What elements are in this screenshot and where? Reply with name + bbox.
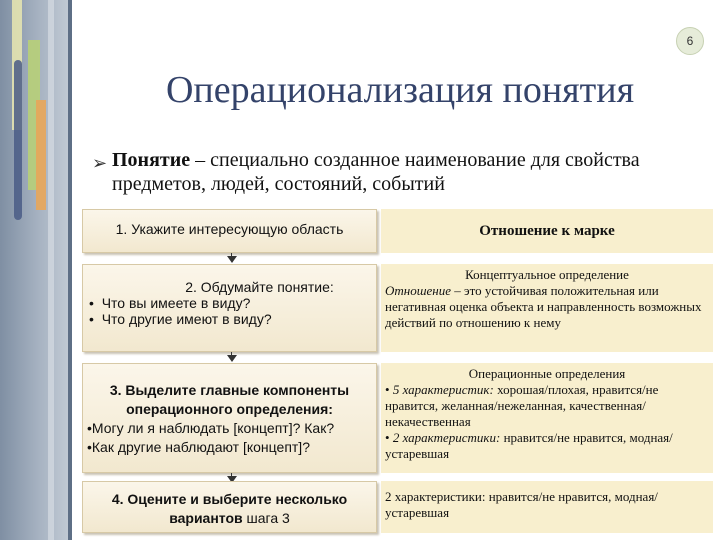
sidebar-edge — [68, 0, 72, 540]
step-2-item-text: Что другие имеют в виду? — [101, 311, 272, 327]
bullet-dot-icon: • — [89, 295, 102, 311]
step-2-item-text: Что вы имеете в виду? — [101, 295, 251, 311]
step-2-heading: 2. Обдумайте понятие: — [185, 279, 334, 295]
step-3-heading-line1: 3. Выделите главные компоненты — [109, 382, 350, 398]
selected-label: 2 характеристики — [385, 489, 482, 504]
selected-characteristics-box — [381, 481, 713, 533]
concept-definition-text: – специально созданное наименование для свойства предметов, людей, состояний, событий — [112, 149, 640, 195]
step-2-item — [89, 311, 370, 327]
bullet-dot-icon: • — [385, 430, 393, 445]
step-2-box — [82, 264, 377, 352]
arrow-bullet-icon: ➢ — [92, 153, 108, 174]
step-4-box — [82, 481, 377, 533]
concept-term: Понятие — [112, 149, 191, 171]
step-2-item — [89, 295, 370, 311]
conceptual-text — [385, 283, 709, 331]
step-4-line2-rest: шага 3 — [242, 510, 290, 526]
step-4-line2 — [83, 509, 376, 528]
step-4-line2-bold: вариантов — [169, 510, 243, 526]
step-1-box — [82, 209, 377, 253]
operational-item-text: хорошая/плохая, нравится/не нравится, желанная/нежеланная, качественная/некачественная — [385, 382, 659, 429]
step-3-box — [82, 363, 377, 473]
page-number: 6 — [676, 27, 704, 55]
sidebar-stripe-light — [48, 0, 54, 540]
conceptual-definition-box — [381, 264, 713, 352]
example-header-text: Отношение к марке — [479, 223, 615, 239]
step-3-item: •Могу ли я наблюдать [концепт]? Как? — [87, 420, 335, 436]
step-3-item: •Как другие наблюдают [концепт]? — [87, 439, 310, 455]
arrow-head-1-2 — [227, 256, 237, 263]
operational-definitions-box — [381, 363, 713, 473]
example-header — [381, 209, 713, 253]
conceptual-body: – это устойчивая положительная или негативная оценка объекта и направленность возможных действий по отношению к нему — [385, 283, 702, 330]
bullet-dot-icon: • — [385, 382, 393, 397]
selected-text: : нравится/не нравится, модная/устаревшая — [385, 489, 658, 520]
operational-item — [385, 382, 709, 430]
conceptual-term: Отношение — [385, 283, 452, 298]
step-1-text: 1. Укажите интересующую область — [115, 221, 344, 237]
step-3-heading-line2: операционного определения: — [126, 401, 333, 417]
sidebar-stripe-blue — [14, 60, 22, 220]
arrow-head-2-3 — [227, 355, 237, 362]
conceptual-title: Концептуальное определение — [465, 267, 629, 282]
operational-title: Операционные определения — [468, 366, 626, 381]
concept-definition — [112, 148, 702, 196]
operational-item-text: нравится/не нравится, модная/устаревшая — [385, 430, 673, 461]
operational-item-label: 2 характеристики: — [392, 430, 501, 445]
bullet-dot-icon: • — [89, 311, 102, 327]
operational-item-label: 5 характеристик: — [392, 382, 494, 397]
step-4-line1: 4. Оцените и выберите несколько — [111, 491, 348, 507]
slide-title: Операционализация понятия — [165, 69, 635, 111]
sidebar-stripe-orange — [36, 100, 46, 210]
operational-item — [385, 430, 709, 462]
